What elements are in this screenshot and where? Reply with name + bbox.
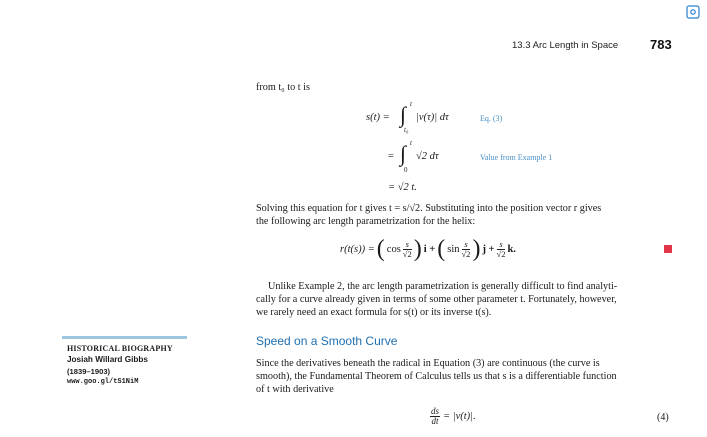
param-i: i + xyxy=(423,244,436,255)
since-line-3: of t with derivative xyxy=(256,384,334,395)
eq-s-lhs: s(t) = xyxy=(366,112,390,123)
eq-note-1: Eq. (3) xyxy=(480,114,503,123)
fraction-ds-dt xyxy=(430,407,440,426)
intro-line: from t₀ to t is xyxy=(256,82,310,93)
upper-limit-1: t xyxy=(410,100,412,108)
derivative-equation xyxy=(430,407,476,426)
unlike-line-1: Unlike Example 2, the arc length parametrization is generally difficult to find analyti- xyxy=(268,281,618,292)
unlike-line-3: we rarely need an exact formula for s(t) or its inverse t(s). xyxy=(256,307,492,318)
param-j: j + xyxy=(482,244,495,255)
unlike-line-2: cally for a curve already given in terms of some other parameter t. Fortunately, however, xyxy=(256,294,617,305)
param-lhs: r(t(s)) = xyxy=(340,244,375,255)
integrand-2: √2 dτ xyxy=(416,151,439,162)
biography-link[interactable]: www.goo.gl/tS1NiM xyxy=(67,378,139,386)
param-cos: cos xyxy=(386,244,401,255)
since-line-2: smooth), the Fundamental Theorem of Calculus tells us that s is a differentiable function xyxy=(256,371,617,382)
paren-open-2: ( xyxy=(437,236,446,262)
frac-den: √2 xyxy=(496,249,506,259)
paren-close-2: ) xyxy=(472,236,481,262)
lower-limit-2: 0 xyxy=(404,166,408,174)
biography-title: HISTORICAL BIOGRAPHY xyxy=(67,344,173,353)
frac-num: s xyxy=(497,240,506,250)
eq-note-2: Value from Example 1 xyxy=(480,153,553,162)
frac-ds: ds xyxy=(431,406,440,416)
fraction-k xyxy=(497,240,506,259)
frac-num: s xyxy=(403,240,412,250)
eq-equals-2: = xyxy=(388,151,394,162)
frac-num: s xyxy=(462,240,471,250)
lower-limit-1: t₀ xyxy=(404,126,409,134)
param-sin: sin xyxy=(447,244,460,255)
biography-name: Josiah Willard Gibbs xyxy=(67,355,148,364)
fraction-sin xyxy=(462,240,471,259)
param-equation xyxy=(340,236,516,263)
section-header: 13.3 Arc Length in Space xyxy=(512,40,619,51)
integrand-1: |v(τ)| dτ xyxy=(416,112,449,123)
derivative-rhs: = |v(t)|. xyxy=(443,411,476,422)
biography-bar xyxy=(62,336,187,339)
end-of-example-marker xyxy=(664,245,672,253)
since-line-1: Since the derivatives beneath the radical in Equation (3) are continuous (the curve is xyxy=(256,358,600,369)
fraction-cos xyxy=(403,240,412,259)
paren-close-1: ) xyxy=(413,236,422,262)
upper-limit-2: t xyxy=(410,139,412,147)
solving-line-2: the following arc length parametrization for the helix: xyxy=(256,216,476,227)
param-k: k. xyxy=(507,244,516,255)
solving-line-1: Solving this equation for t gives t = s/√2. Substituting into the position vector r gives xyxy=(256,203,602,214)
frac-dt: dt xyxy=(431,416,439,426)
section-heading-speed: Speed on a Smooth Curve xyxy=(256,334,398,348)
frac-den: √2 xyxy=(461,249,471,259)
eq-line-3: = √2 t. xyxy=(388,182,417,193)
frac-den: √2 xyxy=(402,249,412,259)
screenshot-icon[interactable] xyxy=(686,5,700,19)
biography-years: (1839–1903) xyxy=(67,367,111,376)
integral-sign-1: ∫ xyxy=(400,102,407,127)
page-number: 783 xyxy=(650,37,672,52)
equation-number: (4) xyxy=(657,412,669,423)
paren-open-1: ( xyxy=(376,236,385,262)
integral-sign-2: ∫ xyxy=(400,141,407,166)
